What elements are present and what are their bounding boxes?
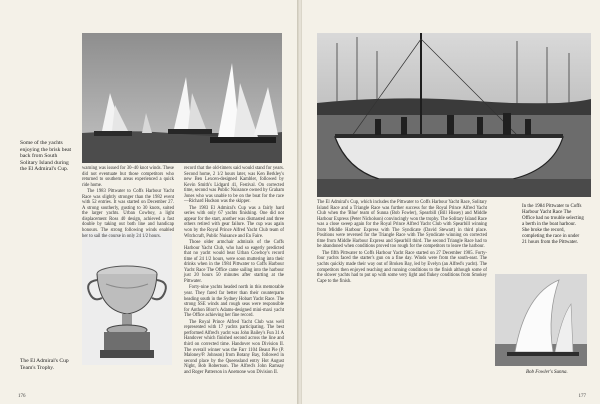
left-page — [0, 0, 298, 404]
sunna-photo — [495, 274, 587, 366]
left-text-column-2 — [184, 166, 284, 390]
left-text-column-1 — [82, 166, 174, 239]
paragraph: The Royal Prince Alfred Yacht Club was well represented with 17 yachts participating. The best performed Alfred's yacht was John Bailey's Fun 31 A Handover which finished second across the line and third on corrected time. Handover won Division II. The overall winner was the Farr 1104 Beaut Pie (P. Maloney/P. Johnson) from Botany Bay, followed in second place by the Queensland entry Hot August Night, Bob Robertson. The Alfred's John Ramsay and Roger Patterson in Anemone won Division II. — [184, 319, 284, 375]
page-number-left: 176 — [18, 394, 26, 399]
paragraph: The El Admiral's Cup, which includes the Pittwater to Coffs Harbour Yacht Race, Solitary Island Race and a Triangle Race was further success for the Royal Prince Alfred Yacht Club when the 'Blue' team of Sunna (Bob Fowler), Spearbill (Bill Hissey) and Middle Harbour Express (Peter Nicholson) convincingly won the trophy. The Solitary Island Race was a close sweep again for the Royal Prince Alfred Yacht Club with Spearbill winning from Middle Harbour Express with The Syndicate (David Stewart) in third place. Positions were reversed for the Triangle Race with The Syndicate winning on corrected time from Middle Harbour Express and Spearbill third. The second Triangle Race had to be abandoned when conditions proved too rough for the competitors to leave the harbour. — [317, 200, 487, 250]
paragraph: Forty-nine yachts headed north in this memorable year. They fared far better than their counterparts heading south in the Sydney Hobart Yacht Race. The strong SSE winds and rough seas were responsible for Anthon Blorr's Adams-designed mini-maxi yacht The Office achieving her fine record. — [184, 285, 284, 319]
page-number-right: 177 — [578, 394, 586, 399]
paragraph: Those older armchair admirals of the Coffs Harbour Yacht Club, who had so eagerly predicted that no yacht would beat Urban Cowboy's record time of 24 1/2 hours, were soon muttering into their drinks when in the 1984 Pittwater to Coffs Harbour Yacht Race The Office came sailing into the harbour just 20 hours 50 minutes after starting at the Pittwater. — [184, 240, 284, 284]
trophy-photo-caption: The El Admiral's Cup Team's Trophy. — [20, 358, 69, 371]
paragraph: The fifth Pittwater to Coffs Harbour Yacht Race started on 27 December 1985. Forty-four yachts faced the starter's gun on a fine day. Winds were from the south-east. The yachts quickly made their way out of Broken Bay, led by Evelyn (an Alfred's yacht). The competitors then enjoyed reaching and running conditions to the finish although some of the slower yachts had to put up with some very light and flukey conditions from Smokey Cape to the finish. — [317, 250, 487, 284]
yacht-photo-side-caption: In the 1984 Pittwater to Coffs Harbour Yacht Race The Office had no trouble selecting a berth in the boat harbour. She broke the record, completing the race in under 21 hours from the Pittwater. — [522, 204, 584, 245]
yacht-harbour-photo — [317, 33, 591, 197]
sunna-photo-caption: Bob Fowler's Sunna. — [526, 370, 568, 375]
sailing-yachts-photo — [82, 33, 282, 163]
paragraph: warning was issued for 30–40 knot winds. These did not eventuate but those competitors who returned to southern areas experienced a quick ride home. — [82, 166, 174, 188]
paragraph: record that the old-timers said would stand for years. Second home, 2 1/2 hours later, was Ken Berkley's new Ben Lexcen-designed Kambler, followed by Kevin Smith's Lidgard 41, Festival. On corrected time, second was Public Nuisance owned by Graham Jones who was unable to be on the boat for the race—Richard Hudson was the skipper. — [184, 166, 284, 205]
paragraph: The 1983 El Admiral's Cup was a fairly hard series with only 67 yachts finishing. One did not appear for the start, another was dismasted and three others retired with gear failure. The cup was again won by the Royal Prince Alfred Yacht Club team of Witchcraft, Public Nuisance and En Faire. — [184, 205, 284, 239]
trophy-photo — [82, 232, 172, 365]
paragraph: The 1983 Pittwater to Coffs Harbour Yacht Race was slightly stronger than the 1982 event with 52 entries. It was started on December 27. A strong southerly, gusting to 30 knots, suited the larger yachts. Urban Cowboy, a light displacement Ross 40 design, achieved a fast double by taking out both line and handicap honours. The strong following winds enabled her to sail the course in only 24 1/2 hours. — [82, 189, 174, 239]
right-page — [302, 0, 600, 404]
right-text-column — [317, 200, 487, 394]
sailing-photo-caption: Some of the yachts enjoying the brisk beat back from South Solitary Island during the El Admiral's Cup. — [20, 140, 72, 173]
